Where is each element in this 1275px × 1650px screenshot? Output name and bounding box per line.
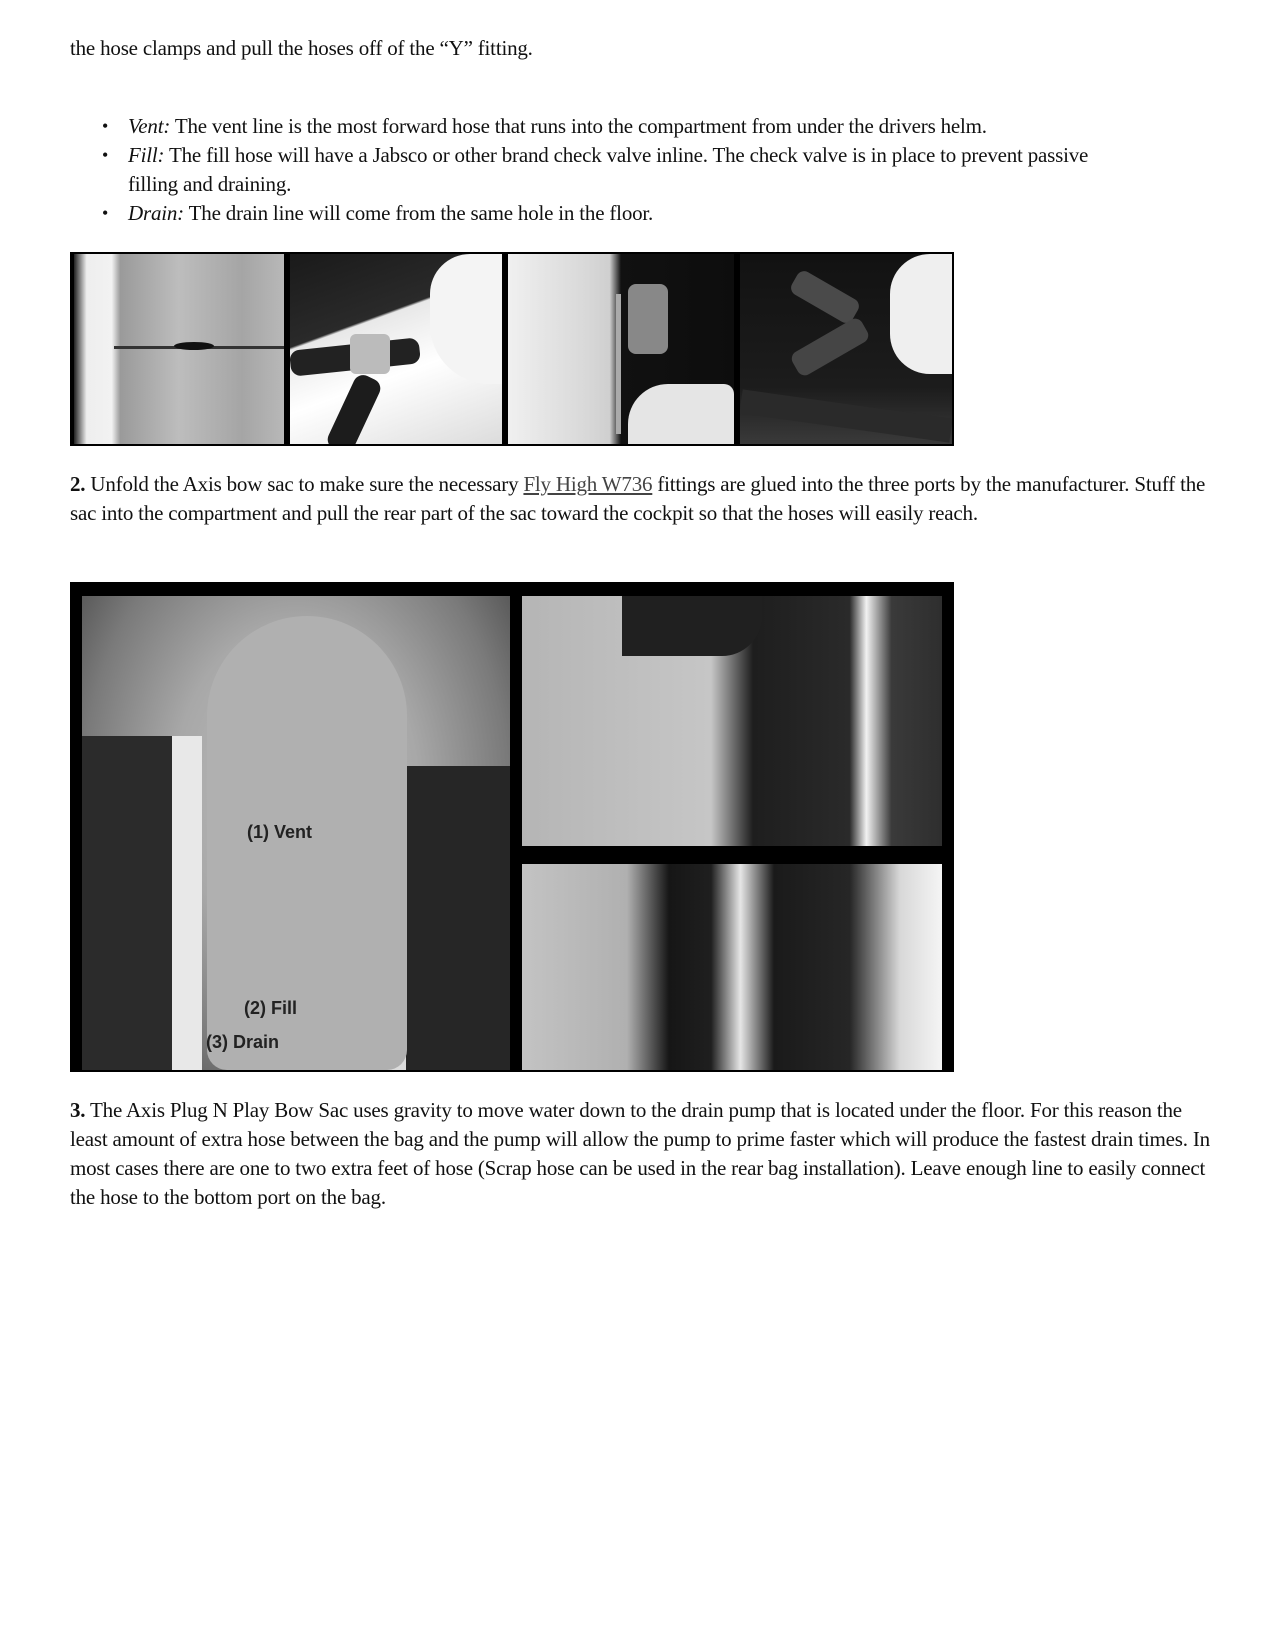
bullet-text: The vent line is the most forward hose that runs into the compartment from under the drivers helm. <box>170 114 987 138</box>
step-number: 2. <box>70 472 86 496</box>
photo-grid-bow-sac <box>70 582 954 1072</box>
photo-screwdriver-clamp <box>508 254 734 444</box>
bullet-text: The drain line will come from the same hole in the floor. <box>183 201 654 225</box>
bullet-drain <box>70 199 1210 228</box>
bullet-text: The fill hose will have a Jabsco or other brand check valve inline. The check valve is in place to prevent passive filling and draining. <box>128 143 1089 196</box>
bullet-fill <box>70 141 1128 199</box>
step-2-text-cont: fittings are glued into the three ports by the manufacturer. Stuff the sac into the compartment and pull the rear part of the sac toward the cockpit so that the hoses will easily reach. <box>70 472 1206 525</box>
bullet-icon: • <box>102 116 109 136</box>
step-number: 3. <box>70 1098 86 1122</box>
drain-label: (3) Drain <box>206 1032 280 1052</box>
photo-seat-lid <box>74 254 284 444</box>
photo-sac-in-compartment <box>522 596 942 846</box>
photo-y-fitting <box>740 254 952 444</box>
photo-strip-hose-removal <box>70 252 954 446</box>
hose-bullet-list <box>70 112 1210 228</box>
bullet-vent <box>70 112 1210 141</box>
step-3-paragraph <box>70 1096 1210 1212</box>
bullet-icon: • <box>102 203 109 223</box>
bullet-term: Vent: <box>128 114 171 138</box>
photo-sac-pulled-to-cockpit <box>522 864 942 1070</box>
fly-high-w736-link[interactable]: Fly High W736 <box>523 472 653 496</box>
bullet-term: Drain: <box>128 201 184 225</box>
photo-hose-clamps <box>290 254 502 444</box>
photo-bow-sac-labeled <box>82 596 510 1070</box>
bullet-icon: • <box>102 145 109 165</box>
fill-label: (2) Fill <box>244 998 297 1018</box>
intro-line: the hose clamps and pull the hoses off of the “Y” fitting. <box>70 36 533 60</box>
step-3-text: The Axis Plug N Play Bow Sac uses gravity to move water down to the drain pump that is located under the floor. For this reason the least amount of extra hose between the bag and the pump will allow the pump to prime faster which will produce the fastest drain times. In most cases there are one to two extra feet of hose (Scrap hose can be used in the rear bag installation). Leave enough line to easily connect the hose to the bottom port on the bag. <box>70 1098 1210 1209</box>
bullet-term: Fill: <box>128 143 165 167</box>
step-2-paragraph <box>70 470 1210 528</box>
step-2-text: Unfold the Axis bow sac to make sure the necessary <box>85 472 524 496</box>
vent-label: (1) Vent <box>247 822 313 842</box>
